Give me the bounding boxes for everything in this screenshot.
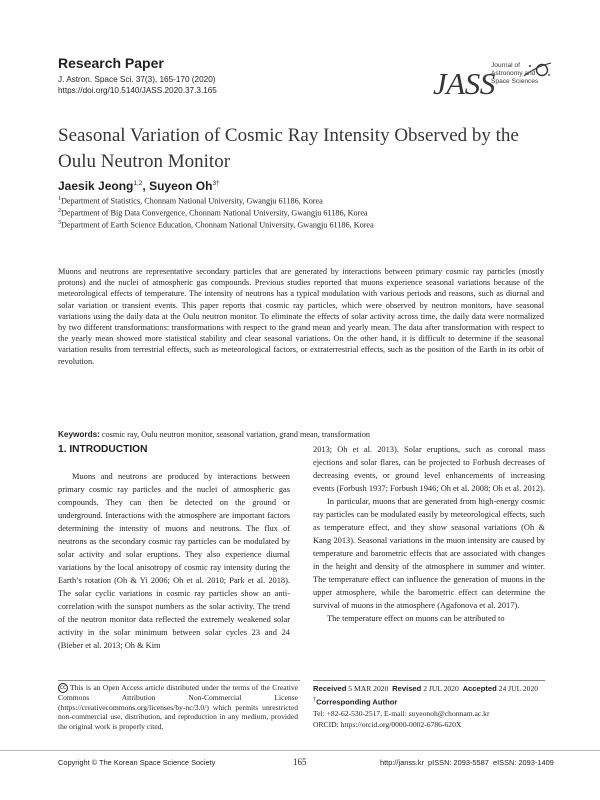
logo-line: Journal of xyxy=(491,62,520,69)
affiliation xyxy=(58,196,323,206)
accepted-date: 24 JUL 2020 xyxy=(498,684,539,693)
author-affiliation-mark: 1,2 xyxy=(133,180,143,187)
received-label: Received xyxy=(313,684,347,693)
paragraph: 2013; Oh et al. 2013). Solar eruptions, such as coronal mass ejections and solar flares, can be projected to Forbush decreases of decreasing events, or ground level enhancements of increasing events (Forbush 1937; Forbush 1946; Oh et al. 2008; Oh et al. 2012). xyxy=(313,445,545,493)
footnote-divider xyxy=(313,680,545,681)
keywords xyxy=(58,430,370,439)
author-list xyxy=(58,179,220,193)
corresponding-label: Corresponding Author xyxy=(316,697,398,707)
article-history xyxy=(313,683,553,730)
corresponding-contact[interactable]: Tel: +82-62-530-2517, E-mail: suyeonoh@chonnam.ac.kr xyxy=(313,708,490,718)
citation: J. Astron. Space Sci. 37(3), 165-170 (2020) xyxy=(58,75,216,84)
footer-divider xyxy=(0,750,600,751)
paper-title: Seasonal Variation of Cosmic Ray Intensity Observed by the Oulu Neutron Monitor xyxy=(58,125,519,172)
revised-date: 2 JUL 2020 xyxy=(423,684,459,693)
license-note xyxy=(58,683,298,732)
section-heading: 1. INTRODUCTION xyxy=(58,444,148,455)
paragraph: In particular, muons that are generated from high-energy cosmic ray particles can be modulated easily by meteorological effects, such as temperature effect, and they show seasonal variations (Oh & Kang 2013). Seasonal variations in the muon intensity are caused by temperature and barometric effects that are associated with changes in the height and density of the atmosphere in summer and winter. The temperature effect can influence the generation of muons in the upper atmosphere, while the barometric effect can determine the survival of muons in the atmosphere (Agafonova et al. 2017). xyxy=(313,497,545,610)
affiliation xyxy=(58,220,374,230)
corresponding-author xyxy=(313,694,553,708)
journal-url[interactable]: http://janss.kr pISSN: 2093-5587 eISSN: 2093-1409 xyxy=(380,758,554,767)
author-name: Jaesik Jeong xyxy=(58,179,134,193)
creative-commons-icon: cc xyxy=(59,684,67,692)
author-separator: , xyxy=(142,179,150,193)
revised-label: Revised xyxy=(392,684,422,693)
logo-line: Astronomy and xyxy=(491,70,536,78)
license-text: This is an Open Access article distributed under the terms of the Creative Commons Attribution Non-Commercial License (https://creativecommons.org/licenses/by-nc/3.0/) which permits unrestricted non-commercial use, distribution, and reproduction in any medium, provided the original work is properly cited. xyxy=(58,683,298,732)
affiliation-mark: 1 xyxy=(58,196,61,202)
body-column-right xyxy=(313,443,545,625)
affiliation xyxy=(58,208,368,218)
keywords-text: cosmic ray, Oulu neutron monitor, seasonal variation, grand mean, transformation xyxy=(99,430,371,439)
abstract: Muons and neutrons are representative secondary particles that are generated by interactions between primary cosmic ray particles (mostly protons) and the nuclei of atmospheric gas compounds. Previous studies reported that muons experience seasonal variations because of the meteorological effects of temperature. The intensity of neutrons has a typical modulation with various periods and reasons, such as diurnal and solar variation or transient events. This paper reports that cosmic ray particles, which were observed by neutron monitors, have seasonal variations using the daily data at the Oulu neutron monitor. To eliminate the effects of solar activity across time, the daily data were normalized by two different transformations: transformations with respect to the grand mean and yearly mean. The data after transformation with respect to the yearly mean showed more statistical stability and clear seasonal variations. On the other hand, it is difficult to determine if the seasonal variation results from terrestrial effects, such as meteorological factors, or extraterrestrial effects, such as the position of the Earth in its orbit of revolution. xyxy=(58,267,544,366)
body-column-left xyxy=(58,470,290,652)
received-date: 5 MAR 2020 xyxy=(348,684,389,693)
paragraph: Muons and neutrons are produced by interactions between primary cosmic ray particles and the nuclei of atmospheric gas compounds. They can then be detected on the ground or underground. Interactions with the atmosphere are important factors determining the intensity of muons and neutrons. The flux of neutrons as the secondary cosmic ray particles can be modulated by solar activity and solar eruptions. They also experience diurnal variations by the local anisotropy of cosmic ray intensity during the Earth’s rotation (Oh & Yi 2006; Oh et al. 2010; Park et al. 2018). The solar cyclic variations in cosmic ray particles show an anti-correlation with the sunspot numbers as the solar activity. The trend of the neutron monitor data reflected the extremely weakened solar activity in the solar minimum between solar cycles 23 and 24 (Bieber et al. 2013; Oh & Kim xyxy=(58,472,290,650)
affiliation-mark: 3 xyxy=(58,220,61,226)
author-affiliation-mark: 3† xyxy=(212,180,220,187)
doi-link[interactable]: https://doi.org/10.5140/JASS.2020.37.3.165 xyxy=(58,86,217,95)
history-dates xyxy=(313,683,553,694)
copyright: Copyright © The Korean Space Science Society xyxy=(58,758,216,767)
accepted-label: Accepted xyxy=(462,684,497,693)
orcid-link[interactable]: ORCID: https://orcid.org/0000-0002-6786-620X xyxy=(313,719,462,729)
keywords-label: Keywords: xyxy=(58,430,100,439)
affiliation-text: Department of Statistics, Chonnam National University, Gwangju 61186, Korea xyxy=(61,196,323,206)
affiliation-text: Department of Big Data Convergence, Chonnam National University, Gwangju 61186, Korea xyxy=(61,208,368,218)
journal-logo: JASS xyxy=(433,66,495,101)
footnote-divider xyxy=(58,680,300,681)
affiliation-mark: 2 xyxy=(58,208,61,214)
article-type: Research Paper xyxy=(58,55,164,71)
corresponding-mark: † xyxy=(313,696,317,703)
paragraph: The temperature effect on muons can be attributed to xyxy=(327,614,505,623)
logo-line: Space Sciences xyxy=(491,78,539,86)
page-number: 165 xyxy=(293,757,307,767)
journal-logo-mark xyxy=(522,60,552,82)
affiliation-text: Department of Earth Science Education, Chonnam National University, Gwangju 61186, Korea xyxy=(61,220,374,230)
author-name: Suyeon Oh xyxy=(149,179,213,193)
